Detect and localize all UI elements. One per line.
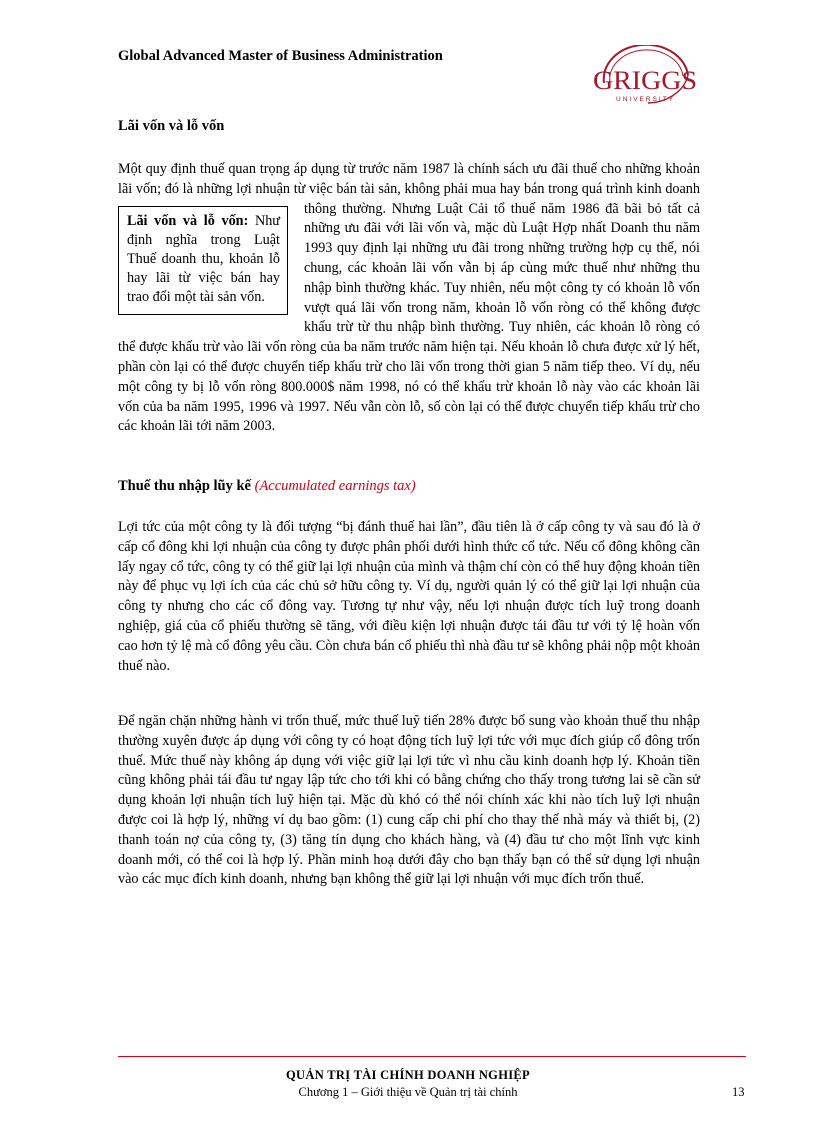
sidebar-term: Lãi vốn và lỗ vốn: [127, 212, 249, 229]
accumulated-earnings-paragraph-1: Lợi tức của một công ty là đối tượng “bị đánh thuế hai lần”, đầu tiên là ở cấp công ty và sau đó là ở cấp cổ đông khi lợi nhuận của công ty được phân phối dưới hình thức cổ tức. Nếu cổ đông không cần lấy ngay cổ tức, công ty có thể giữ lại lợi nhuận của mình và thậm chí còn có thể huy động khoản tiền này để phục vụ lợi ích của các chủ sở hữu công ty. Ví dụ, người quản lý có thể giữ lại lợi nhuận của công ty nhưng cho các cổ đông vay. Tương tự như vậy, nếu lợi nhuận được tích luỹ trong doanh nghiệp, giá của cổ phiếu thường sẽ tăng, với điều kiện lợi nhuận được tái đầu tư với tỷ lệ hoàn vốn cao hơn tỷ lệ mà cổ đông yêu cầu. Còn chưa bán cổ phiếu thì nhà đầu tư sẽ không phải nộp một khoản thuế nào. [118, 519, 700, 674]
section-heading-accumulated-earnings [118, 478, 416, 495]
accumulated-earnings-paragraph-2: Để ngăn chặn những hành vi trốn thuế, mức thuế luỹ tiến 28% được bổ sung vào khoản thuế thu nhập thường xuyên được áp dụng với công ty có hoạt động tích luỹ lợi tức với mục đích giúp cổ đông trốn thuế. Mức thuế này không áp dụng với việc giữ lại lợi tức vì nhu cầu kinh doanh hợp lý. Khoản tiền cũng không phải tái đầu tư ngay lập tức cho tới khi có bằng chứng cho thấy trong tương lai sẽ cần sử dụng khoản lợi nhuận tích luỹ hiện tại. Mặc dù khó có thể nói chính xác khi nào tích luỹ lợi nhuận được coi là hợp lý, những ví dụ bao gồm: (1) cung cấp chi phí cho thay thế nhà máy và thiết bị, (2) thanh toán nợ của công ty, (3) tăng tín dụng cho khách hàng, và (4) đầu tư cho một lĩnh vực kinh doanh mới, có thể coi là hợp lý. Phần minh hoạ dưới đây cho bạn thấy bạn có thể sử dụng lợi nhuận vào các mục đích kinh doanh, nhưng bạn không thể giữ lại lợi nhuận với mục đích trốn thuế. [118, 713, 700, 888]
capital-gains-text-part2: trong quá trình kinh doanh thông thường. Nhưng Luật Cải tổ thuế năm 1986 đã bãi bỏ tất cả những ưu đãi với lãi vốn và, mặc dù Luật Hợp nhất Doanh thu năm 1993 quy định lại những ưu đãi trong những trường hợp cụ thể, nói chung, các khoản lãi vốn vẫn bị áp cùng mức thuế như những thu nhập bình thường khác. Tuy nhiên, nếu một công ty có khoản lỗ vốn vượt quá lãi vốn trong năm, khoản lỗ vốn ròng có thể không được khấu trừ từ thu nhập bình thường. Tuy nhiên, các khoản lỗ ròng có thể được khấu trừ vào lãi vốn ròng của ba năm trước năm hiện tại. Nếu khoản lỗ chưa được xử lý hết, phần còn lại có thể được chuyển tiếp khấu trừ cho lãi vốn trong thời gian 5 năm tiếp theo. Ví dụ, nếu một công ty bị lỗ vốn ròng 800.000$ năm 1998, nó có thể khấu trừ khoản lỗ này vào các khoản lãi vốn của ba năm 1995, 1996 và 1997. Nếu vẫn còn lỗ, số còn lại có thể được chuyển tiếp khấu trừ cho các khoản lãi tới năm 2003. [118, 180, 700, 435]
footer-title: QUẢN TRỊ TÀI CHÍNH DOANH NGHIỆP [286, 1068, 530, 1082]
heading-vietnamese: Thuế thu nhập lũy kế [118, 478, 251, 494]
footer-divider [118, 1056, 746, 1057]
document-header-title: Global Advanced Master of Business Administration [118, 48, 443, 64]
capital-gains-paragraph [118, 160, 700, 437]
capital-gains-text-part1: Một quy định thuế quan trọng áp dụng từ trước năm 1987 là chính sách ưu đãi thuế cho những khoản lãi vốn; đó là những lợi nhuận từ việc bán tài sản, không phải mua hay bán [118, 161, 700, 197]
section-heading-capital-gains: Lãi vốn và lỗ vốn [118, 118, 225, 134]
page-number: 13 [732, 1085, 745, 1099]
definition-sidebar [118, 206, 288, 315]
footer-chapter: Chương 1 – Giới thiệu về Quản trị tài chính [298, 1085, 518, 1099]
griggs-university-logo [588, 45, 703, 107]
svg-text:UNIVERSITY: UNIVERSITY [616, 96, 676, 103]
sidebar-definition: Như định nghĩa trong Luật Thuế doanh thu, khoản lỗ hay lãi từ việc bán hay trao đổi một tài sản vốn. [127, 212, 280, 306]
heading-english: (Accumulated earnings tax) [254, 478, 416, 494]
svg-text:GRIGGS: GRIGGS [593, 66, 697, 95]
logo-emblem [588, 45, 703, 107]
capital-gains-text-lead [118, 161, 700, 434]
